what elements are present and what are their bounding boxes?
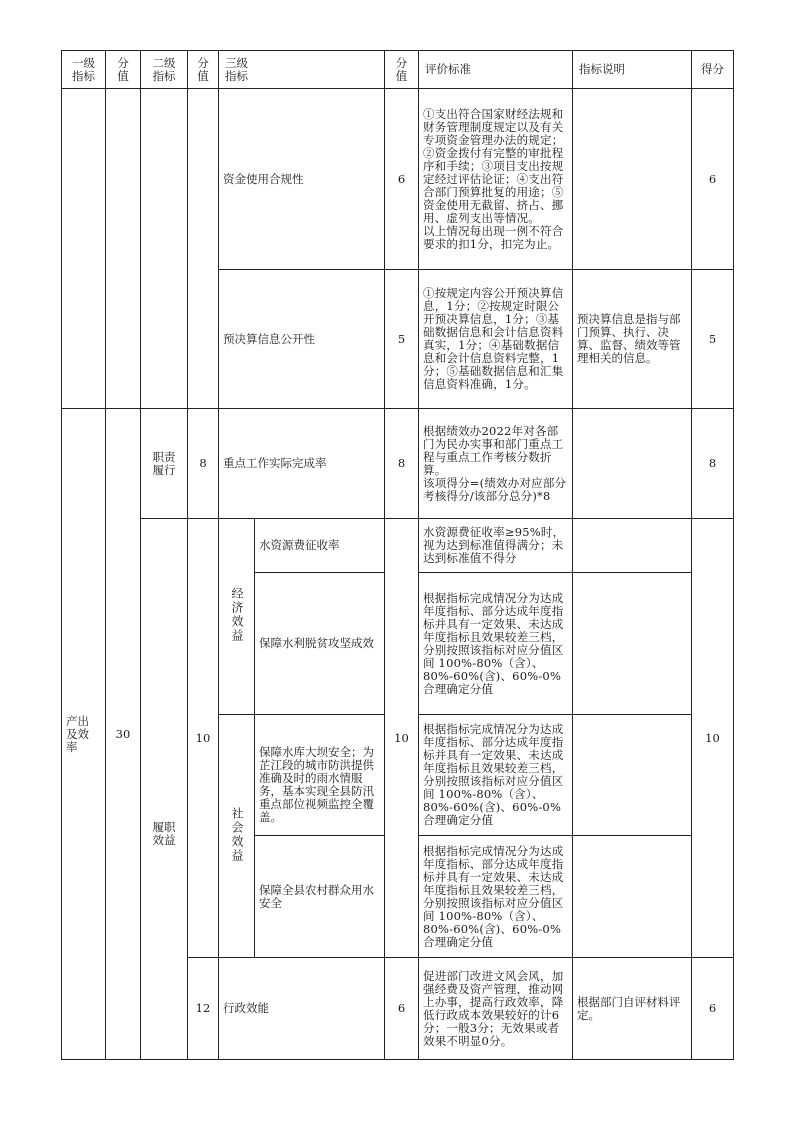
indicator-disclosure: 预决算信息公开性 [219, 270, 385, 409]
criteria-dam-safety: 根据指标完成情况分为达成年度指标、部分达成年度指标并具有一定效果、未达成年度指标且效果较差三档，分别按照该指标对应分值区间 100%-80%（含）、80%-60%(含)、60%-0%合理确定分值 [419, 715, 573, 836]
score1-output: 30 [106, 409, 141, 1060]
criteria-duty: 根据绩效办2022年对各部门为民办实事和部门重点工程与重点工作考核分数折算。 该项得分=(绩效办对应部分考核得分/该部分总分)*8 [419, 409, 573, 519]
indicator-poverty: 保障水利脱贫攻坚成效 [255, 573, 385, 715]
table-row [62, 89, 734, 270]
indicator-duty: 重点工作实际完成率 [219, 409, 385, 519]
score-admin: 6 [385, 958, 419, 1060]
table-row [62, 409, 734, 519]
indicator-compliance: 资金使用合规性 [219, 89, 385, 270]
criteria-disclosure: ①按规定内容公开预决算信息，1分；②按规定时限公开预决算信息，1分；③基础数据信息和会计信息资料真实，1分；④基础数据信息和会计信息资料完整，1分；⑤基础数据信息和汇集信息资料准确，1分。 [419, 270, 573, 409]
note-duty [573, 409, 692, 519]
note-compliance [573, 89, 692, 270]
header-score3: 分 值 [385, 51, 419, 89]
indicator-rural-water: 保障全县农村群众用水安全 [255, 836, 385, 958]
score-disclosure: 5 [385, 270, 419, 409]
blank-level2-cell [141, 89, 188, 409]
points-admin: 6 [692, 958, 734, 1060]
level2-benefit: 履职 效益 [141, 519, 188, 1060]
score2-duty: 8 [188, 409, 219, 519]
score2-benefit: 10 [188, 519, 219, 958]
note-admin: 根据部门自评材料评定。 [573, 958, 692, 1060]
blank-score1-cell [106, 89, 141, 409]
note-poverty [573, 573, 692, 715]
header-note: 指标说明 [573, 51, 692, 89]
header-level3: 三级 指标 [219, 51, 385, 89]
criteria-admin: 促进部门改进文风会风，加强经费及资产管理，推动网上办事，提高行政效率，降低行政成本效果较好的计6分；一般3分；无效果或者效果不明显0分。 [419, 958, 573, 1060]
indicator-admin: 行政效能 [219, 958, 385, 1060]
category-social: 社会效益 [219, 715, 255, 958]
category-economic: 经济效益 [219, 519, 255, 715]
note-water-fee [573, 519, 692, 573]
note-dam-safety [573, 715, 692, 836]
header-points: 得分 [692, 51, 734, 89]
score-compliance: 6 [385, 89, 419, 270]
table-row [62, 519, 734, 573]
indicator-dam-safety: 保障水库大坝安全；为芷江段的城市防洪提供准确及时的雨水情服务，基本实现全县防汛重点部位视频监控全覆盖。 [255, 715, 385, 836]
points-duty: 8 [692, 409, 734, 519]
score3-benefit: 10 [385, 519, 419, 958]
performance-evaluation-table [61, 50, 734, 1060]
points-compliance: 6 [692, 89, 734, 270]
header-row [62, 51, 734, 89]
criteria-rural-water: 根据指标完成情况分为达成年度指标、部分达成年度指标并具有一定效果、未达成年度指标且效果较差三档，分别按照该指标对应分值区间 100%-80%（含）、80%-60%(含)、60%-0%合理确定分值 [419, 836, 573, 958]
header-score2: 分 值 [188, 51, 219, 89]
indicator-water-fee: 水资源费征收率 [255, 519, 385, 573]
criteria-compliance: ①支出符合国家财经法规和财务管理制度规定以及有关专项资金管理办法的规定；②资金拨付有完整的审批程序和手续；③项目支出按规定经过评估论证；④支出符合部门预算批复的用途；⑤资金使用无截留、挤占、挪用、虚列支出等情况。 以上情况每出现一例不符合要求的扣1分，扣完为止。 [419, 89, 573, 270]
criteria-water-fee: 水资源费征收率≥95%时，视为达到标准值得满分；未达到标准值不得分 [419, 519, 573, 573]
note-disclosure: 预决算信息是指与部门预算、执行、决算、监督、绩效等管理相关的信息。 [573, 270, 692, 409]
score2-admin: 12 [188, 958, 219, 1060]
criteria-poverty: 根据指标完成情况分为达成年度指标、部分达成年度指标并具有一定效果、未达成年度指标且效果较差三档，分别按照该指标对应分值区间 100%-80%（含）、80%-60%(含)、60%-0%合理确定分值 [419, 573, 573, 715]
points-benefit: 10 [692, 519, 734, 958]
level1-output: 产出 及效 率 [62, 409, 106, 1060]
blank-level1-cell [62, 89, 106, 409]
score-duty: 8 [385, 409, 419, 519]
note-rural-water [573, 836, 692, 958]
header-score1: 分 值 [106, 51, 141, 89]
header-level2: 二级 指标 [141, 51, 188, 89]
blank-score2-cell [188, 89, 219, 409]
header-criteria: 评价标准 [419, 51, 573, 89]
points-disclosure: 5 [692, 270, 734, 409]
level2-duty: 职责 履行 [141, 409, 188, 519]
header-level1: 一级 指标 [62, 51, 106, 89]
